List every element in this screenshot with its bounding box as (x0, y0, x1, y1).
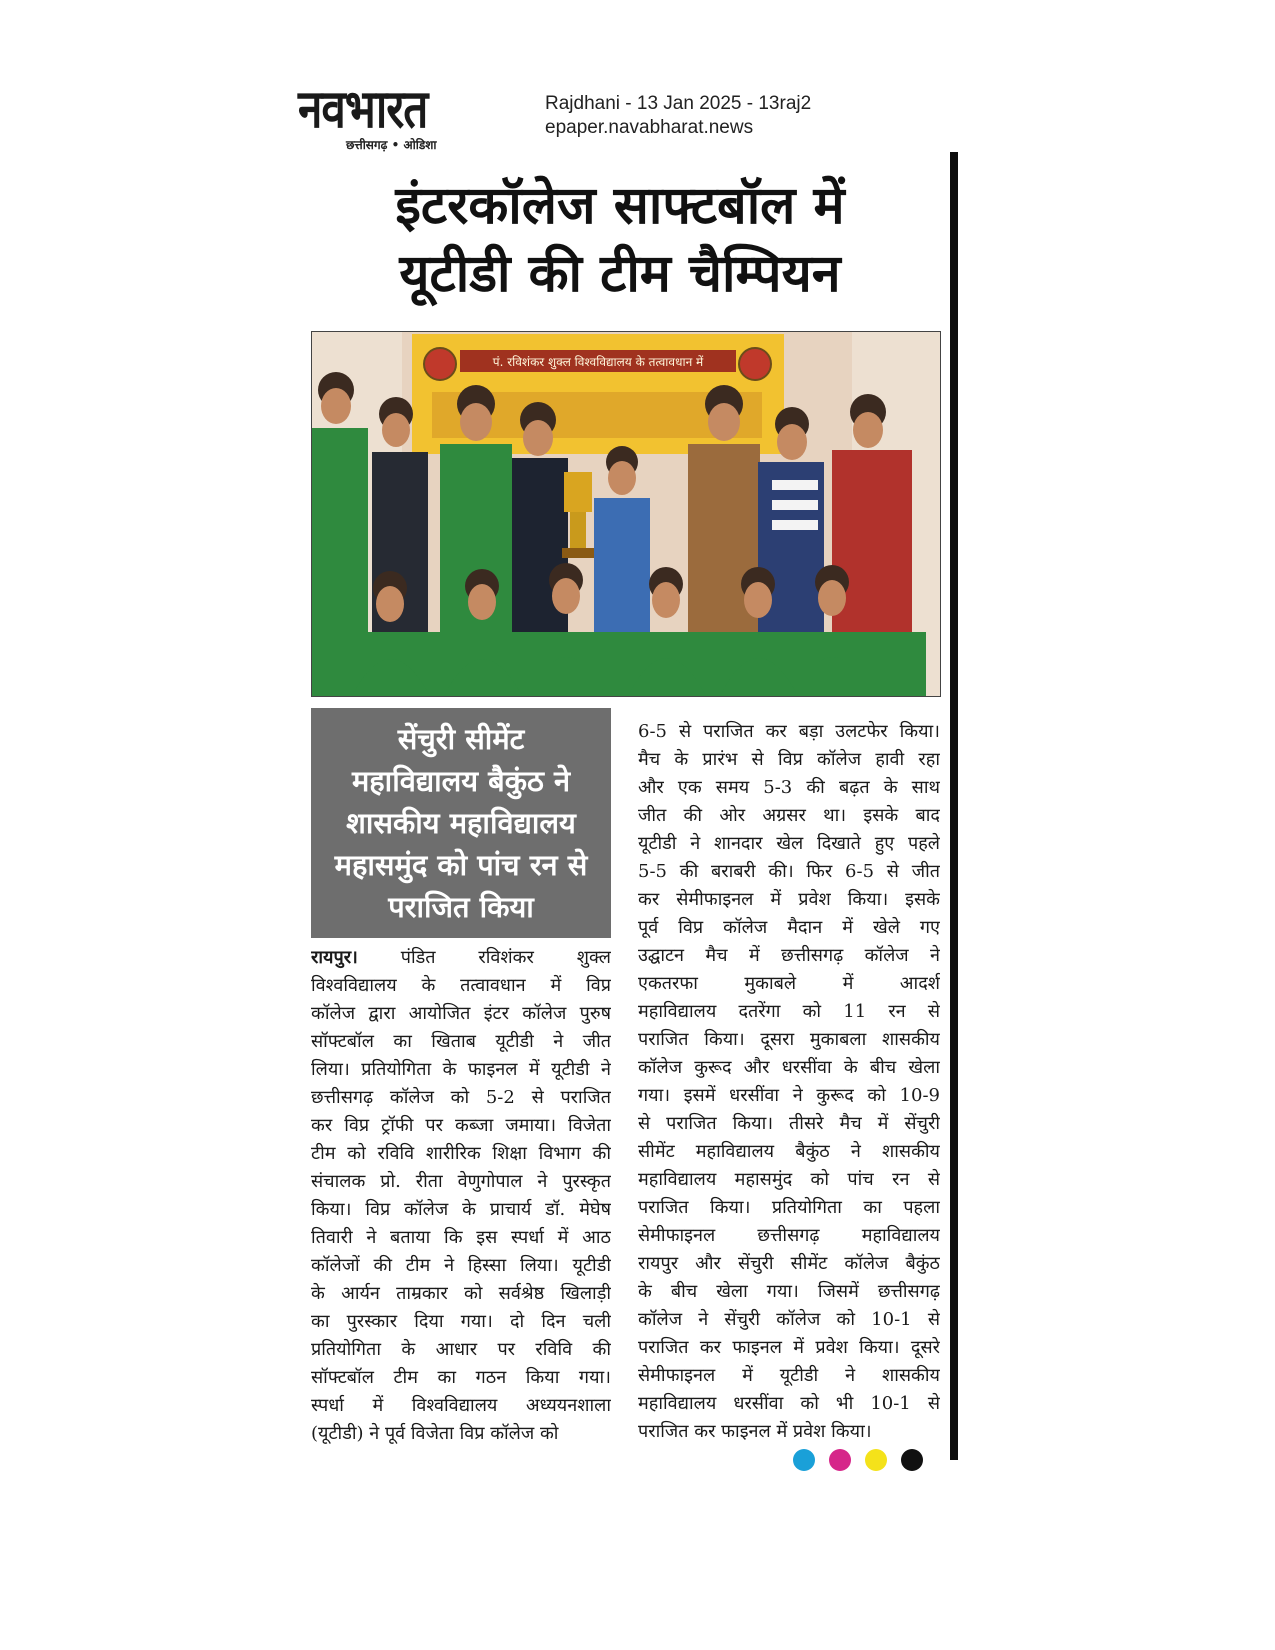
article-text-line: का पुरस्कार दिया गया। दो दिन चली (311, 1311, 611, 1332)
article-text-line: के बीच खेला गया। जिसमें छत्तीसगढ़ (638, 1281, 940, 1302)
article-text-line: महाविद्यालय धरसींवा को भी 10-1 से (638, 1393, 940, 1414)
article-text-line: मैच के प्रारंभ से विप्र कॉलेज हावी रहा (638, 749, 940, 770)
article-text-line: कॉलेजों की टीम ने हिस्सा लिया। यूटीडी (311, 1255, 611, 1276)
article-text-line: (यूटीडी) ने पूर्व विजेता विप्र कॉलेज को (311, 1423, 559, 1444)
newspaper-masthead (298, 80, 520, 150)
subhead-line: महाविद्यालय बैकुंठ ने (351, 764, 571, 798)
logo-subtitle: छत्तीसगढ़ • ओडिशा (346, 138, 437, 152)
article-text-line: सेमीफाइनल छत्तीसगढ़ महाविद्यालय (638, 1225, 940, 1246)
article-subheading (311, 708, 611, 938)
registration-mark-yellow (865, 1449, 887, 1471)
article-text-line: कॉलेज द्वारा आयोजित इंटर कॉलेज पुरुष (311, 1003, 611, 1024)
article-text-line: 6-5 से पराजित कर बड़ा उलटफेर किया। (638, 721, 940, 742)
edition-line: Rajdhani - 13 Jan 2025 - 13raj2 (545, 93, 812, 114)
article-text-line: छत्तीसगढ़ कॉलेज को 5-2 से पराजित (311, 1087, 611, 1108)
article-text-line: टीम को रविवि शारीरिक शिक्षा विभाग की (311, 1143, 611, 1164)
article-text-line: यूटीडी ने शानदार खेल दिखाते हुए पहले (638, 833, 940, 854)
article-text-line: किया। विप्र कॉलेज के प्राचार्य डॉ. मेघेष (311, 1199, 611, 1220)
article-text-line: सीमेंट महाविद्यालय बैकुंठ ने शासकीय (638, 1141, 940, 1162)
headline-line-1: इंटरकॉलेज साफ्टबॉल में (395, 176, 845, 236)
article-text-line: पराजित किया। प्रतियोगिता का पहला (638, 1197, 940, 1218)
article-text-line: पूर्व विप्र कॉलेज मैदान में खेले गए (638, 917, 940, 938)
column-rule (950, 152, 958, 1460)
article-text-line: संचालक प्रो. रीता वेणुगोपाल ने पुरस्कृत (311, 1171, 611, 1192)
article-text-line: विश्वविद्यालय के तत्वावधान में विप्र (311, 975, 611, 996)
article-text-line: पराजित कर फाइनल में प्रवेश किया। दूसरे (638, 1337, 940, 1358)
team-photo-illustration (312, 332, 940, 696)
article-text-line: 5-5 की बराबरी की। फिर 6-5 से जीत (638, 861, 940, 882)
article-column-left (311, 944, 611, 1448)
newspaper-logo: नवभारत (298, 78, 428, 140)
article-text-line: कर विप्र ट्रॉफी पर कब्जा जमाया। विजेता (311, 1115, 611, 1136)
article-text-line: सॉफ्टबॉल का खिताब यूटीडी ने जीत (311, 1031, 611, 1052)
team-photo (311, 331, 941, 697)
article-text-line: जीत की ओर अग्रसर था। इसके बाद (638, 805, 940, 826)
article-text-line: महाविद्यालय महासमुंद को पांच रन से (638, 1169, 940, 1190)
article-text-line: सेमीफाइनल में यूटीडी ने शासकीय (638, 1365, 940, 1386)
article-text-line: लिया। प्रतियोगिता के फाइनल में यूटीडी ने (311, 1059, 611, 1080)
article-text-line: सॉफ्टबॉल टीम का गठन किया गया। (311, 1367, 611, 1388)
article-text-line: रायपुर और सेंचुरी सीमेंट कॉलेज बैकुंठ (638, 1253, 940, 1274)
article-text-line: उद्घाटन मैच में छत्तीसगढ़ कॉलेज ने (638, 945, 940, 966)
article-text-line: कॉलेज ने सेंचुरी कॉलेज को 10-1 से (638, 1309, 940, 1330)
article-text-line: और एक समय 5-3 की बढ़त के साथ (638, 777, 940, 798)
article-text-line: स्पर्धा में विश्वविद्यालय अध्ययनशाला (311, 1395, 611, 1416)
article-text-line: तिवारी ने बताया कि इस स्पर्धा में आठ (311, 1227, 611, 1248)
subhead-line: पराजित किया (388, 890, 534, 924)
article-text-line: प्रतियोगिता के आधार पर रविवि की (311, 1339, 611, 1360)
article-text-line (311, 944, 611, 972)
subhead-line: महासमुंद को पांच रन से (334, 848, 588, 882)
article-text-line: कर सेमीफाइनल में प्रवेश किया। इसके (638, 889, 940, 910)
article-column-right (638, 718, 940, 1446)
article-headline (300, 172, 940, 308)
website-link[interactable]: epaper.navabharat.news (545, 117, 754, 138)
subhead-line: सेंचुरी सीमेंट (397, 722, 525, 756)
article-text-fragment: पंडित रविशंकर शुक्ल (400, 947, 611, 968)
subhead-line: शासकीय महाविद्यालय (346, 806, 576, 840)
photo-banner-text: पं. रविशंकर शुक्ल विश्वविद्यालय के तत्वावधान में (492, 355, 704, 369)
article-text-line: गया। इसमें धरसींवा ने कुरूद को 10-9 (638, 1085, 940, 1106)
registration-mark-black (901, 1449, 923, 1471)
article-text-line: कॉलेज कुरूद और धरसींवा के बीच खेला (638, 1057, 940, 1078)
article-text-line: पराजित कर फाइनल में प्रवेश किया। (638, 1421, 872, 1442)
edition-info (545, 92, 811, 140)
article-text-line: के आर्यन ताम्रकार को सर्वश्रेष्ठ खिलाड़ी (311, 1283, 611, 1304)
article-text-line: पराजित किया। दूसरा मुकाबला शासकीय (638, 1029, 940, 1050)
registration-mark-cyan (793, 1449, 815, 1471)
article-dateline: रायपुर। (311, 947, 358, 968)
registration-mark-magenta (829, 1449, 851, 1471)
article-text-line: से पराजित किया। तीसरे मैच में सेंचुरी (638, 1113, 940, 1134)
article-text-line: महाविद्यालय दतरेंगा को 11 रन से (638, 1001, 940, 1022)
headline-line-2: यूटीडी की टीम चैम्पियन (399, 244, 841, 304)
article-text-line: एकतरफा मुकाबले में आदर्श (638, 973, 940, 994)
